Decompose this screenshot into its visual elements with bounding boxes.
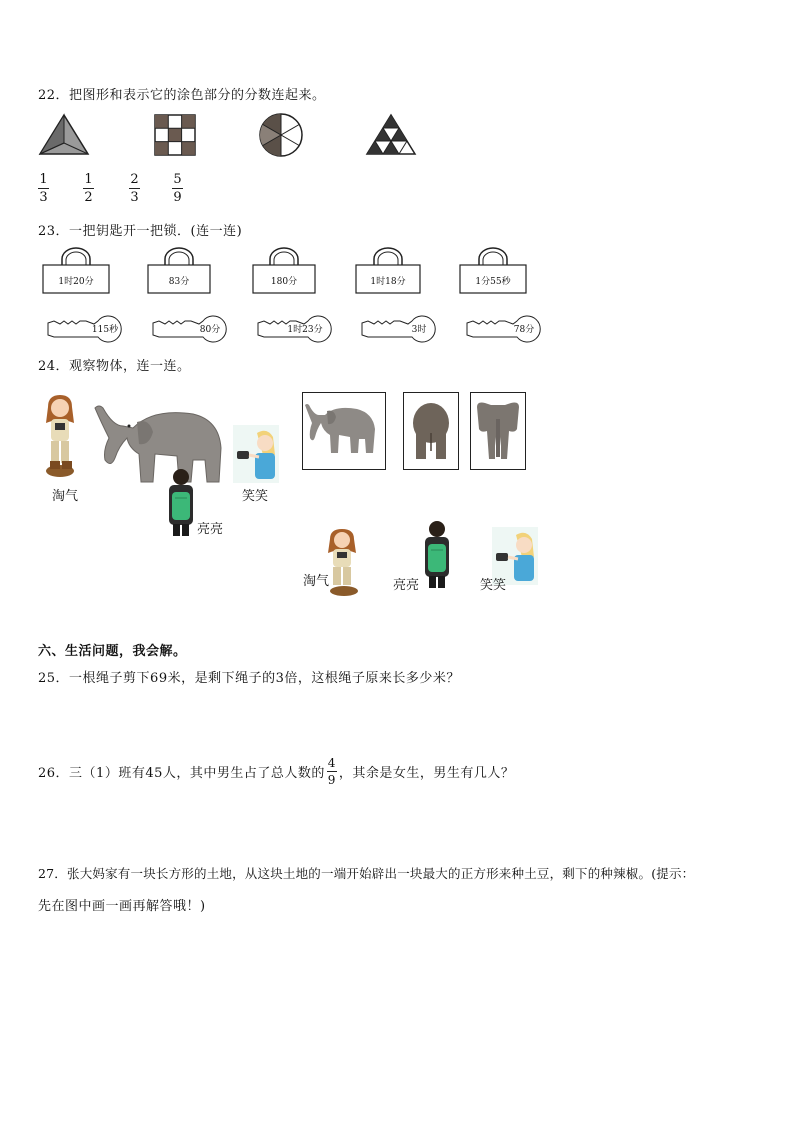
fraction-1-3 <box>38 172 49 205</box>
q22-text: 22．把图形和表示它的涂色部分的分数连起来。 <box>38 88 326 103</box>
fraction-numerator: 1 <box>39 172 48 187</box>
q26-before: 26．三（1）班有45人，其中男生占了总人数的 <box>38 766 325 781</box>
fraction-numerator: 5 <box>173 172 182 187</box>
q26-fraction <box>327 756 337 787</box>
triangle-ninths-figure <box>365 113 417 157</box>
q26-text <box>38 756 514 787</box>
view-box-side <box>302 392 386 470</box>
fraction-2-3 <box>129 172 140 205</box>
fraction-1-2 <box>83 172 94 205</box>
lock-label: 180分 <box>270 277 298 287</box>
fraction-denominator: 9 <box>327 773 336 787</box>
lock-label: 1时18分 <box>370 277 406 287</box>
section-6-title: 六、生活问题，我会解。 <box>38 644 187 659</box>
boy-liangliang-illustration <box>165 468 197 538</box>
q27-line2: 先在图中画一画再解答哦！) <box>38 899 206 914</box>
key-label: 3时 <box>411 325 427 335</box>
lock-icon <box>147 247 211 295</box>
fraction-denominator: 9 <box>173 190 182 205</box>
elephant-side-view-icon <box>303 393 385 469</box>
name-taoqi-2: 淘气 <box>303 574 330 589</box>
lock-2 <box>147 247 211 295</box>
fraction-numerator: 2 <box>130 172 139 187</box>
key-4 <box>360 313 440 343</box>
key-5 <box>465 313 545 343</box>
grid-ninths-figure <box>154 114 196 156</box>
fraction-numerator: 4 <box>327 756 336 770</box>
fraction-denominator: 3 <box>39 190 48 205</box>
fraction-numerator: 1 <box>84 172 93 187</box>
fraction-denominator: 3 <box>130 190 139 205</box>
lock-icon <box>42 247 110 295</box>
lock-1 <box>42 247 110 295</box>
girl-taoqi-illustration <box>38 393 84 479</box>
q24-text: 24．观察物体，连一连。 <box>38 359 191 374</box>
elephant-illustration <box>93 398 227 486</box>
circle-sixths-figure <box>258 112 304 158</box>
fraction-5-9 <box>172 172 183 205</box>
fraction-denominator: 2 <box>84 190 93 205</box>
view-box-back <box>403 392 459 470</box>
key-3 <box>256 313 336 343</box>
name-xiaoxiao: 笑笑 <box>242 489 269 504</box>
q26-after: ，其余是女生，男生有几人？ <box>338 766 515 781</box>
triangle-thirds-figure <box>38 113 90 157</box>
boy-liangliang-illustration-2 <box>421 520 453 590</box>
lock-label: 1分55秒 <box>475 277 511 287</box>
lock-5 <box>459 247 527 295</box>
name-taoqi: 淘气 <box>52 489 79 504</box>
elephant-back-view-icon <box>404 393 458 469</box>
lock-icon <box>252 247 316 295</box>
key-label: 115秒 <box>91 325 119 335</box>
lock-icon <box>355 247 421 295</box>
q23-text: 23．一把钥匙开一把锁．(连一连) <box>38 224 243 239</box>
key-label: 78分 <box>513 325 535 335</box>
lock-label: 83分 <box>168 277 190 287</box>
view-box-front <box>470 392 526 470</box>
q27-line1: 27．张大妈家有一块长方形的土地，从这块土地的一端开始辟出一块最大的正方形来种土豆，剩下的种辣椒。(提示： <box>38 866 695 881</box>
key-label: 1时23分 <box>287 325 323 335</box>
lock-4 <box>355 247 421 295</box>
lock-label: 1时20分 <box>58 277 94 287</box>
girl-xiaoxiao-illustration <box>233 425 279 483</box>
key-2 <box>151 313 231 343</box>
elephant-front-view-icon <box>471 393 525 469</box>
name-liangliang: 亮亮 <box>197 522 224 537</box>
key-1 <box>46 313 126 343</box>
lock-icon <box>459 247 527 295</box>
key-label: 80分 <box>199 325 221 335</box>
name-liangliang-2: 亮亮 <box>393 578 420 593</box>
lock-3 <box>252 247 316 295</box>
name-xiaoxiao-2: 笑笑 <box>480 578 507 593</box>
q25-text: 25．一根绳子剪下69米，是剩下绳子的3倍，这根绳子原来长多少米？ <box>38 671 460 686</box>
